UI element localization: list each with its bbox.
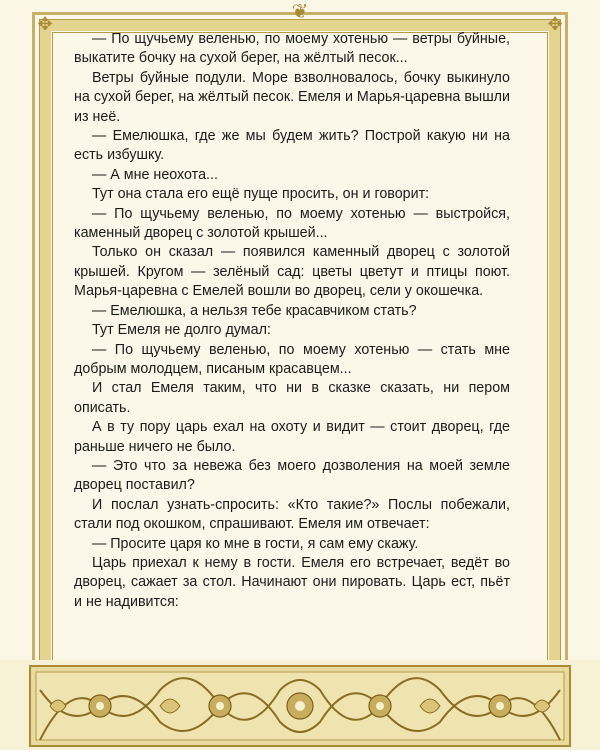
paragraph: — Просите царя ко мне в гости, я сам ему скажу. [92, 535, 419, 552]
corner-ornament-icon: ✥ [37, 14, 53, 35]
bottom-ornament-band [0, 660, 600, 750]
paragraph: И стал Емеля таким, что ни в сказке сказать, ни пером описать. [74, 380, 510, 416]
paragraph: — По щучьему веленью, по моему хотенью — выстройся, каменный дворец с золотой крышей... [74, 205, 510, 242]
paragraph: — Емелюшка, где же мы будем жить? Построй какую ни на есть избушку. [74, 128, 510, 164]
story-text [74, 30, 510, 612]
paragraph: А в ту пору царь ехал на охоту и видит — стоит дворец, где раньше ничего не было. [74, 419, 510, 455]
paragraph: Только он сказал — появился каменный дворец с золотой крышей. Кругом — зелёный сад: цветы цветут и птицы поют. Марья-царевна с Емелей вошли во дворец, сели у окошечка. [74, 244, 510, 300]
paragraph: Тут она стала его ещё пуще просить, он и говорит: [92, 186, 430, 203]
paragraph: — По щучьему веленью, по моему хотенью — стать мне добрым молодцем, писаным красавцем... [74, 341, 510, 377]
paragraph: Тут Емеля не долго думал: [92, 322, 271, 339]
paragraph: — А мне неохота... [92, 166, 218, 183]
paragraph: Ветры буйные подули. Море взволновалось, бочку выкинуло на сухой берег, на жёлтый песок. Емеля и Марья-царевна вышли из неё. [74, 69, 510, 125]
paragraph: — Емелюшка, а нельзя тебе красавчиком стать? [92, 302, 417, 319]
corner-ornament-icon: ✥ [547, 14, 563, 35]
knotwork-border-icon [0, 660, 600, 750]
paragraph: — По щучьему веленью, по моему хотенью — ветры буйные, выкатите бочку на сухой берег, на жёлтый песок... [74, 31, 510, 67]
paragraph: И послал узнать-спросить: «Кто такие?» Послы побежали, стали под окошком, спрашивают. Емеля им отвечает: [74, 496, 510, 533]
paragraph: — Это что за невежа без моего дозволения на моей земле дворец поставил? [74, 457, 510, 494]
top-ornament-icon: ❦ [291, 0, 309, 23]
paragraph: Царь приехал к нему в гости. Емеля его встречает, ведёт во дворец, сажает за стол. Начинают они пировать. Царь ест, пьёт и не надивится: [74, 554, 510, 610]
